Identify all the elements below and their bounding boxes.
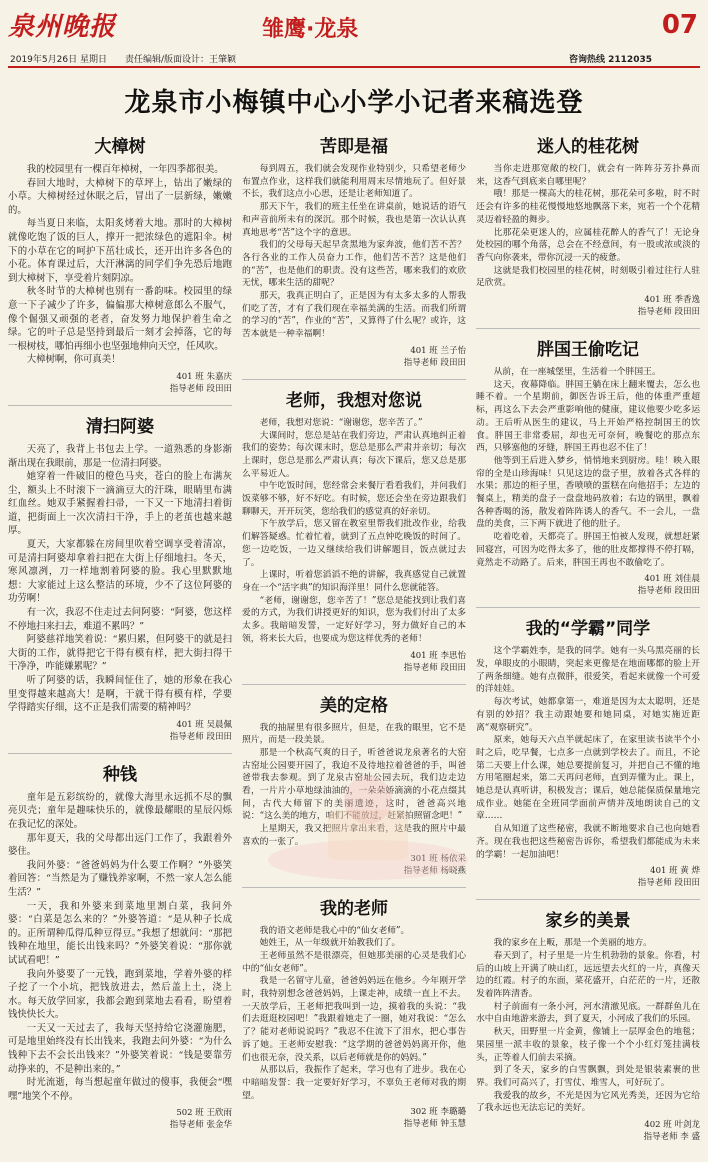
- article: [242, 691, 466, 877]
- article-author: 301 班 杨依采: [410, 853, 466, 864]
- article-paragraph: 那天下午，我们的班主任坐在讲桌前，她说话的语气和声音前所未有的深沉。那个时候，我也是第一次认认真真地思考“苦”这个字的意思。: [242, 202, 466, 238]
- article-body: [476, 937, 700, 1115]
- meta-row: [0, 50, 708, 66]
- date-line: 2019年5月26日 星期日 责任编辑/版面设计：王肇颖: [10, 55, 236, 65]
- article-body: [242, 925, 466, 1103]
- article-paragraph: 那是一个秋高气爽的日子，听爸爸说龙泉著名的大窑古窑址公园要开园了，我迫不及待地拉着爸爸的手，叫爸爸带我去参观。到了龙泉古窑址公园去玩，我们边走边看，一片片小草地绿油油的，一朵朵娇滴滴的小花点缀其间，古代大师留下的美丽遗迹，这时，爸爸高兴地说：“这么美的地方，咱们不能放过，赶紧拍照留念吧！”: [242, 747, 466, 822]
- article-teacher: 指导老师 段田田: [637, 586, 700, 597]
- article-divider: [476, 607, 700, 608]
- article-paragraph: 秋冬时节的大樟树也别有一番韵味。校园里的绿意一下子减少了许多，偏偏那大樟树意郎么不服气，像个倔强又顽强的老者，奋发努力地保护着生命之绿。它的叶子总是坚持到最后一刻才会掉落，它的每一根树枝，哪怕再细小也坚强地伸向天空，任风吹。: [8, 286, 232, 352]
- article-paragraph: 童年是五彩缤纷的，就像大海里永远抓不尽的飘亮贝壳；童年是趣味快乐的，就像最耀眼的星辰闪烁在我记忆的深处。: [8, 791, 232, 830]
- article: [8, 760, 232, 1132]
- article-teacher: 指导老师 段田田: [169, 731, 232, 742]
- article: [8, 412, 232, 743]
- article: [476, 132, 700, 318]
- article: [476, 614, 700, 889]
- article-byline: [476, 294, 700, 318]
- article-paragraph: 我问外婆：“爸爸妈妈为什么要工作啊？”外婆笑着回答：“当然是为了赚钱养家啊，不然一家人怎么能生活？”: [8, 859, 232, 898]
- article-paragraph: 时光流逝，每当想起童年做过的傻事，我便会“嘿嘿”地笑个不停。: [8, 1077, 232, 1102]
- article-body: [8, 791, 232, 1104]
- article-divider: [242, 887, 466, 888]
- article-byline: [8, 371, 232, 395]
- article-author: 502 班 王欣雨: [176, 1108, 232, 1119]
- article-paragraph: 上星期天，我又把照片拿出来看，这是我的照片中最喜欢的一张了。: [242, 824, 466, 847]
- article-paragraph: 上课时，听着您滔滔不绝的讲解，我真感觉自己就置身在一个“活字典”的知识海洋里！同什么您就能答。: [242, 570, 466, 593]
- masthead: [0, 0, 708, 46]
- article-paragraph: 春天到了，村子里是一片生机勃勃的景象。你看，村后的山坡上开满了映山红，远远望去火红的一片，真像天边的红霞。村子的东面，菜花盛开，白茫茫的一片，还散发着阵阵清香。: [476, 950, 700, 1000]
- hotline: 咨询热线 2112035: [569, 55, 652, 65]
- article-paragraph: 我的语文老师是我心中的“仙女老师”。: [259, 925, 410, 936]
- article-paragraph: 听了阿婆的话，我瞬间怔住了，她的形象在我心里变得越来越高大！是啊，干就干得有模有样，学要学得踏实仔细，这不正是我们需要的精神吗？: [8, 675, 232, 714]
- article-teacher: 指导老师 段田田: [169, 383, 232, 394]
- header-rule: [8, 66, 700, 68]
- article-paragraph: 老师，我想对您说：“谢谢您，您辛苦了。”: [259, 417, 423, 428]
- article: [476, 906, 700, 1143]
- article: [8, 132, 232, 395]
- article-paragraph: 阿婆慈祥地笑着说：“累归累，但阿婆干的就是扫大街的工作，就得把它干得有模有样，把大街扫得干干净净，咋能嫌累呢？”: [8, 634, 232, 673]
- article-paragraph: 自从知道了这些秘密，我就不断地要求自己也向她看齐。现在我也把这些秘密告诉你，希望我们都能成为未来的学霸！一起加油吧！: [476, 824, 700, 860]
- article-title: 大樟树: [94, 137, 146, 157]
- article-author: 401 班 李思怡: [410, 650, 466, 661]
- article-byline: [242, 853, 466, 877]
- article-paragraph: 一天，我和外婆来到菜地里割白菜，我问外婆：“白菜是怎么来的？”外婆答道：“是从种子长成的。正所谓种瓜得瓜种豆得豆。”我想了想就问：“那把钱种在地里，能长出钱来吗？”外婆笑着说：“那你就试试看吧！”: [8, 900, 232, 966]
- article-paragraph: 下午放学后，您又留在教室里帮我们批改作业，给我们解答疑惑。忙着忙着，就到了五点钟吃晚饭的时间了。您一边吃饭，一边又继续给我们讲解题目，饭点就过去了。: [242, 519, 466, 568]
- article-author: 401 班 季香逸: [644, 295, 700, 306]
- article-byline: [476, 573, 700, 597]
- article-title: 胖国王偷吃记: [537, 340, 639, 361]
- article-byline: [476, 1119, 700, 1143]
- article-title: 清扫阿婆: [86, 416, 154, 437]
- section-title: 雏鹰·龙泉: [262, 17, 359, 42]
- article-paragraph: “老师，谢谢您，您辛苦了！”您总是能找到让我们喜爱的方式，为我们讲授更好的知识，您为我们付出了太多太多。我暗暗发誓，一定好好学习，努力做好自己的本领，将来长大后，也要成为您这样优秀的老师！: [242, 595, 466, 644]
- article-body: [242, 163, 466, 341]
- article-byline: [242, 1106, 466, 1130]
- article-paragraph: 一天又一天过去了，我每天坚持给它浇灌施肥，可是地里始终没有长出钱来，我跑去问外婆：“为什么钱种下去不会长出钱来？”外婆笑着说：“钱是要靠劳动挣来的，不是种出来的。”: [8, 1022, 232, 1075]
- article-paragraph: 这个学霸姓李，是我的同学。她有一头乌黑亮丽的长发，单眼皮的小眼睛，突起来更像是在地面哪都的脸上开了两条细缝。她有点微胖，很爱笑，看起来就像一个可爱的洋娃娃。: [476, 646, 700, 695]
- article-paragraph: 我是一名留守儿童，爸爸妈妈远在他乡。今年刚开学时，我特别想念爸爸妈妈，上课走神，成绩一直上不去。一天放学后，王老师把我叫到一边，摸着我的头说：“我们去逛逛校园吧！”我跟着她走了一圈，她对我说：“怎么了？能对老师说说吗？”我忍不住流下了泪水，把心事告诉了她。王老师安慰我：“这学期的爸爸妈妈离开你，他们也很无奈，没关系，以后老师就是你的妈妈。”: [242, 976, 466, 1063]
- article-paragraph: 哦！那是一棵高大的桂花树，那花朵可多啦，时不时还会有许多的桂花慢慢地悠地飘落下来，宛若一个个花精灵迈着轻盈的舞步。: [476, 189, 700, 225]
- article-title: 我的老师: [320, 898, 388, 919]
- article-byline: [476, 865, 700, 889]
- article-author: 402 班 叶剑龙: [644, 1120, 700, 1131]
- article-divider: [8, 753, 232, 754]
- article-paragraph: 比那花朵更迷人的，应属桂花醉人的香气了！无论身处校园的哪个角落，总会在不经意间，有一股或浓或淡的香气向你袭来，带你沉浸一天的疲惫。: [476, 227, 700, 263]
- article-paragraph: 夏天，大家都躲在房间里吹着空调享受着清凉，可是清扫阿婆却拿着扫把在大街上仔细地扫。冬天，寒风凛冽，刀一样地割着阿婆的脸。我心里默默地想：大家能过上这么整洁的环境，少不了这位阿婆的功劳啊！: [8, 539, 232, 605]
- article-body: [8, 163, 232, 367]
- article-paragraph: 我向外婆要了一元钱，跑到菜地，学着外婆的样子挖了一个小坑，把钱放进去，然后盖上土，浇上水。每天放学回家，我都会跑到菜地去看看，盼望着钱快快长大。: [8, 968, 232, 1021]
- article-paragraph: 有一次，我忍不住走过去问阿婆：“阿婆，您这样不停地扫来扫去，难道不累吗？”: [8, 607, 232, 632]
- article-author: 401 班 兰子怡: [410, 345, 466, 356]
- article-paragraph: 我的家乡在上畈，那是一个美丽的地方。: [493, 938, 652, 949]
- article-byline: [242, 345, 466, 369]
- article-title: 种钱: [103, 764, 137, 785]
- article-body: [8, 443, 232, 715]
- newspaper-logo: 泉州晚报: [8, 12, 117, 42]
- article-body: [476, 163, 700, 290]
- article-paragraph: 中午吃饭时间，您经常会来餐厅看看我们，并问我们饭菜够不够，好不好吃。有时候，您还会坐在旁边跟我们聊聊天，开开玩笑，您给我们的感觉真的好亲切。: [242, 481, 466, 517]
- article-teacher: 指导老师 李 盛: [643, 1132, 700, 1143]
- article-teacher: 指导老师 钟玉慧: [403, 1119, 466, 1130]
- article-paragraph: 我的校园里有一棵百年樟树，一年四季都很美。: [26, 164, 224, 175]
- article-body: [476, 366, 700, 569]
- article-paragraph: 我爱我的故乡，不光是因为它风光秀美，还因为它给了我永远也无法忘记的美好。: [476, 1090, 700, 1114]
- article-divider: [476, 899, 700, 900]
- article-divider: [242, 379, 466, 380]
- article-author: 401 班 刘佳晨: [644, 574, 700, 585]
- article-paragraph: 那天，我真正明白了，正是因为有太多太多的人帮我们吃了苦，才有了我们现在幸福美满的生活。而我们所谓的学习的“苦”，作业的“苦”，又算得了什么呢？或许，这苦本就是一种幸福啊！: [242, 291, 466, 340]
- article-paragraph: 我们的父母每天起早贪黑地为家奔波，他们苦不苦？各行各业的工作人员奋力工作，他们苦不苦？这是他们的“苦”，也是他们的职责。没有这些苦，哪来我们的欢欣无忧，哪来生活的甜呢？: [242, 240, 466, 289]
- article-paragraph: 这就是我们校园里的桂花树，时刻吸引着过往行人驻足欣赏。: [476, 265, 700, 289]
- article-body: [476, 645, 700, 861]
- page-number: 07: [661, 10, 698, 40]
- article-title: 老师，我想对您说: [286, 390, 422, 411]
- article-paragraph: 那年夏天，我的父母都出远门工作了，我跟着外婆住。: [8, 832, 232, 858]
- article-title: 苦即是福: [320, 137, 388, 157]
- article-teacher: 指导老师 张金华: [169, 1120, 232, 1131]
- article-paragraph: 到了冬天，家乡的白雪飘飘，到处是银装素裹的世界。我们可高兴了，打雪仗、堆雪人，可好玩了。: [476, 1065, 700, 1088]
- article: [242, 894, 466, 1131]
- article-body: [242, 722, 466, 849]
- article-paragraph: 她姓王，从一年级就开始教我们了。: [259, 938, 401, 949]
- article-paragraph: 从那以后，我振作了起来，学习也有了进步。我在心中暗暗发誓：我一定要好好学习，不辜负王老师对我的期望。: [242, 1065, 466, 1101]
- article-author: 302 班 李璐璐: [410, 1107, 466, 1118]
- article-paragraph: 吃着吃着，天都亮了。胖国王怕被人发现，就想赶紧回寝宫，可因为吃得太多了，他的肚皮都撑得不停打嗝，竟然走不动路了。后来，胖国王再也不敢偷吃了。: [476, 532, 700, 568]
- column-3: [476, 126, 700, 1153]
- article-divider: [8, 405, 232, 406]
- article-paragraph: 每次考试，她都拿第一，难道是因为太太聪明，还是有别的妙招？我主动跟她要和她同桌，对她实施近距离“观察研究”。: [476, 697, 700, 733]
- article-body: [242, 417, 466, 646]
- article-teacher: 指导老师 杨晓燕: [403, 865, 466, 876]
- article-paragraph: 大樟树啊，你可真美！: [26, 354, 121, 366]
- article-divider: [242, 684, 466, 685]
- article-paragraph: 大课间时，您总是站在我们旁边，严肃认真地纠正着我们的姿势；每次课末时，您总是那么严肃并亲切；每次上课时，您总是那么严肃认真；每次下课后，您又总是那么平易近人。: [242, 430, 466, 479]
- article-teacher: 指导老师 段田田: [403, 662, 466, 673]
- article-divider: [476, 328, 700, 329]
- article-title: 家乡的美景: [545, 911, 631, 932]
- article-teacher: 指导老师 段田田: [403, 357, 466, 368]
- article-author: 401 班 吴晨佩: [176, 719, 232, 730]
- article-paragraph: 从前，在一座城堡里，生活着一个胖国王。: [493, 367, 661, 378]
- article-paragraph: 她穿着一件破旧的橙色马夹，苍白的脸上布满灰尘，额头上不时滚下一滴滴豆大的汗珠，眼睛里布满红血丝。她双手紧握着扫帚，一下又一下地清扫着街道，把街面上一次次清扫干净，手上的老茧也越来越厚。: [8, 471, 232, 537]
- article-paragraph: 当你走进那宽敞的校门，就会有一阵阵芬芳扑鼻而来，这香气到底来自哪里呢？: [476, 164, 700, 187]
- article-byline: [8, 1107, 232, 1131]
- article-paragraph: 我的抽屉里有很多照片，但是，在我的眼里，它不是照片，而是一段美景。: [242, 722, 466, 746]
- article-teacher: 指导老师 段田田: [637, 878, 700, 889]
- article-title: 美的定格: [320, 695, 388, 716]
- article-title: 迷人的桂花树: [537, 137, 639, 157]
- article-paragraph: 这天，夜幕降临。胖国王躺在床上翻来覆去，怎么也睡不着。一个星期前，御医告诉王后，他的体重严重超标，再这么下去会严重影响他的健康，建议他要少吃多运动。王后听从医生的建议，马上开始严格控制国王的饮食。胖国王非常委屈，却也无可奈何，晚餐吃的那点东西，只够塞他的牙缝，胖国王再也忍不住了！: [476, 379, 700, 454]
- article-teacher: 指导老师 段田田: [637, 307, 700, 318]
- article-byline: [242, 650, 466, 674]
- article-paragraph: 王老师虽然不是很漂亮，但她那美丽的心灵是我们心中的“仙女老师”。: [242, 950, 466, 974]
- article-paragraph: 村子前面有一条小河，河水清澈见底。一群群鱼儿在水中自由地游来游去，到了夏天，小河成了我们的乐园。: [476, 1001, 700, 1025]
- article-paragraph: 秋天，田野里一片金黄，像铺上一层厚金色的地毯；果园里一派丰收的景象，枝子像一个个小红灯笼挂满枝头，正等着人们前去采摘。: [476, 1027, 700, 1063]
- article-paragraph: 天亮了，我背上书包去上学。一道熟悉的身影渐渐出现在我眼前，那是一位清扫阿婆。: [8, 443, 232, 469]
- article-byline: [8, 719, 232, 743]
- article-paragraph: 每到周五，我们就会发现作业特别少，只希望老师少布置点作业，这样我们就能利用周末尽情地玩了。但好景不长，我们这点小心思，还是让老师知道了。: [242, 164, 466, 200]
- article-title: 我的“学霸”同学: [525, 619, 651, 640]
- article-author: 401 班 黄 烨: [650, 866, 700, 877]
- article: [242, 132, 466, 369]
- article-paragraph: 春回大地时，大樟树下的草坪上，钻出了嫩绿的小草。大樟树经过休眠之后，冒出了一层新绿，嫩嫩的。: [8, 177, 232, 216]
- column-2: [242, 126, 466, 1140]
- column-1: [8, 126, 232, 1141]
- article-paragraph: 原来，她每天六点半就起床了，在家里读书读半个小时之后，吃早餐，七点多一点就到学校去了。而且，不论第二天要上什么课，她总要提前复习，并把自己不懂的地方用笔圈起来，第二天再问老师，直到弄懂为止。课上，她总是认真听讲，积极发言；课后，她总能保质保量地完成作业。她能在全班同学面前声情并茂地朗读自己的文章……: [476, 735, 700, 822]
- article: [476, 335, 700, 597]
- article-author: 401 班 朱嘉庆: [176, 371, 232, 382]
- page-headline: 龙泉市小梅镇中心小学小记者来稿选登: [124, 88, 584, 118]
- article-paragraph: 每当夏日来临，太阳炙烤着大地。那时的大樟树就像吃饱了饭的巨人，撑开一把浓绿色的遮阳伞。树下的小草在它的呵护下茁壮成长，还开出许多各色的小花。体育课过后，大汗淋漓的同学们争先恐后地跑到大樟树下，享受着片刻阴凉。: [8, 218, 232, 284]
- article: [242, 386, 466, 674]
- article-paragraph: 他等到王后进入梦乡，悄悄地来到厨房。哇！映入眼帘的全是山珍海味！只见这边的盘子里，放着各式各样的水果；那边的柜子里，香喷喷的蛋糕在向他招手；左边的餐桌上，精美的盘子一盘盘地码放着；右边的锅里，飘着各种香喝的汤，散发着阵阵诱人的香气。不一会儿，一盘盘的美食，三下两下就进了他的肚子。: [476, 455, 700, 530]
